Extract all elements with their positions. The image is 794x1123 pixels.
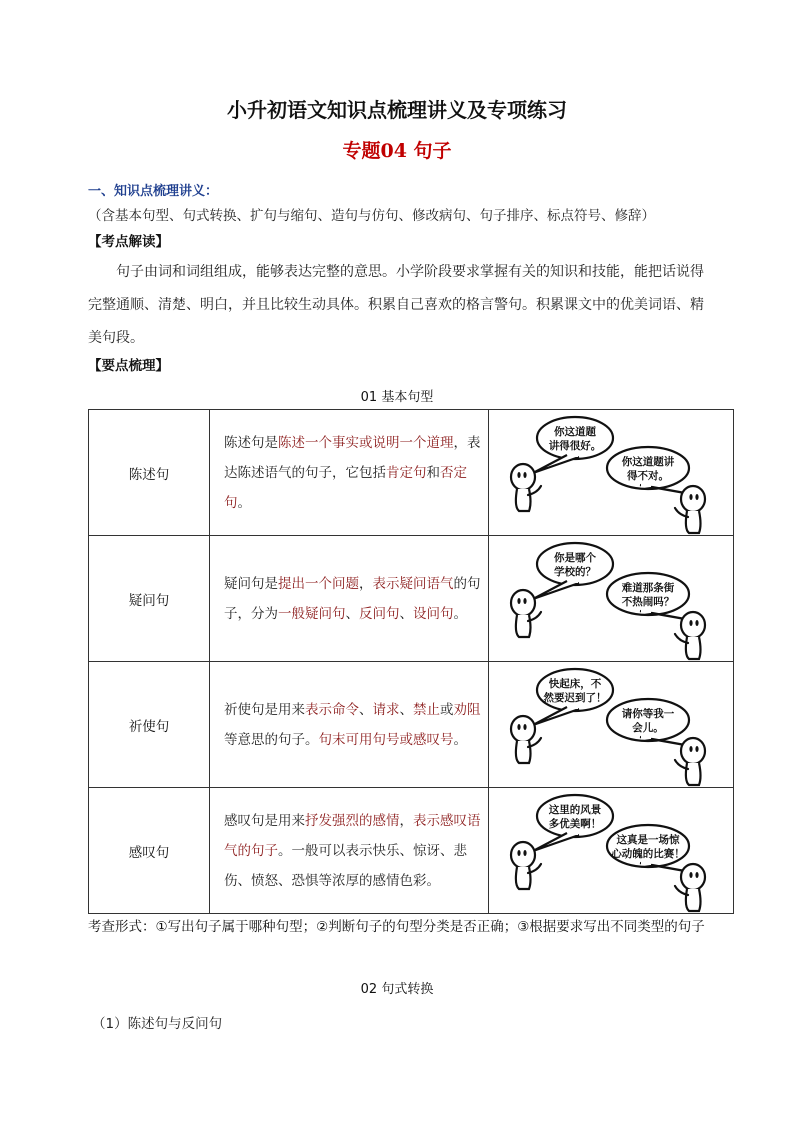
table-caption: 01 基本句型 xyxy=(360,390,434,405)
kaodian-heading: 【考点解读】 xyxy=(88,234,169,250)
speech-bubble-left-line: 多优美啊！ xyxy=(548,817,602,830)
speech-bubble-left-line: 这里的风景 xyxy=(548,803,602,816)
description-text: 的句子，分为 xyxy=(224,575,481,622)
description-text: 、 xyxy=(399,605,413,622)
description-text: 、 xyxy=(359,701,373,718)
speech-bubble-right-line: 请你等我一 xyxy=(621,707,675,720)
speech-bubble-right-line: 得不对。 xyxy=(627,469,669,482)
speech-bubble-left xyxy=(533,669,613,725)
description-text: 祈使句是用来 xyxy=(224,701,305,718)
speech-bubble-right xyxy=(607,825,689,871)
highlight-term: 表示命令 xyxy=(305,701,359,718)
description-text: 和 xyxy=(426,464,440,481)
sentence-type-table xyxy=(88,409,734,914)
dialogue-cartoon xyxy=(489,537,733,661)
sentence-description-cell xyxy=(210,536,489,662)
description-text: 疑问句是 xyxy=(224,575,278,592)
section-caption-2: 02 句式转换 xyxy=(360,982,434,997)
description-text: 、 xyxy=(345,605,359,622)
sentence-type-cell: 感叹句 xyxy=(89,788,210,914)
cartoon-illustration-cell xyxy=(489,662,734,788)
highlight-term: 表示疑问语气 xyxy=(372,575,454,592)
kaocha-note: 考查形式：①写出句子属于哪种句型；②判断句子的句型分类是否正确；③根据要求写出不同类型的句子 xyxy=(88,919,705,935)
dialogue-cartoon xyxy=(489,789,733,913)
table-row xyxy=(89,410,734,536)
sentence-description-cell xyxy=(210,662,489,788)
speech-bubble-left xyxy=(533,543,613,599)
speech-bubble-left-line: 学校的？ xyxy=(554,565,596,578)
yaodian-heading: 【要点梳理】 xyxy=(88,358,169,374)
speech-bubble-left xyxy=(533,795,613,851)
dialogue-cartoon xyxy=(489,411,733,535)
highlight-term: 陈述一个事实或说明一个道理 xyxy=(278,434,454,451)
description-text: ， xyxy=(399,812,413,829)
speech-bubble-right-line: 你这道题讲 xyxy=(621,455,675,468)
highlight-term: 请求 xyxy=(372,701,400,718)
description-text: 。 xyxy=(237,494,251,511)
description-text: 感叹句是用来 xyxy=(224,812,305,829)
kaodian-paragraph: 句子由词和词组组成，能够表达完整的意思。小学阶段要求掌握有关的知识和技能，能把话说得完整通顺、清楚、明白，并且比较生动具体。积累自己喜欢的格言警句。积累课文中的优美词语、精美句段。 xyxy=(88,264,704,346)
cartoon-illustration-cell xyxy=(489,536,734,662)
cartoon-illustration-cell xyxy=(489,410,734,536)
highlight-term: 否定句 xyxy=(224,464,467,511)
speech-bubble-right-line: 不热闹吗？ xyxy=(621,595,675,608)
highlight-term: 句末可用句号或感叹号 xyxy=(318,731,454,748)
description-text: 陈述句是 xyxy=(224,434,278,451)
highlight-term: 禁止 xyxy=(413,701,440,718)
speech-bubble-right xyxy=(607,573,689,619)
speech-bubble-right xyxy=(607,447,689,493)
speech-bubble-left-line: 快起床，不 xyxy=(548,677,602,690)
speech-bubble-left-line: 讲得很好。 xyxy=(548,439,602,452)
speech-bubble-left xyxy=(533,417,613,473)
speech-bubble-right-line: 这真是一场惊 xyxy=(616,833,680,846)
description-text: 或 xyxy=(440,701,454,718)
highlight-term: 抒发强烈的感情 xyxy=(305,812,400,829)
highlight-term: 设问句 xyxy=(413,605,454,622)
speech-bubble-left-line: 你是哪个 xyxy=(554,551,596,564)
description-text: 。一般可以表示快乐、惊讶、悲伤、愤怒、恐惧等浓厚的感情色彩。 xyxy=(224,842,467,889)
speech-bubble-left-line: 你这道题 xyxy=(554,425,596,438)
speech-bubble-right-line: 会儿。 xyxy=(632,721,664,734)
speech-bubble-right-line: 难道那条街 xyxy=(621,581,675,594)
sentence-type-cell: 祈使句 xyxy=(89,662,210,788)
sentence-description-cell xyxy=(210,410,489,536)
highlight-term: 提出一个问题 xyxy=(278,575,359,592)
speech-bubble-left-line: 然要迟到了！ xyxy=(543,691,607,704)
description-text: ，表达陈述语气的句子，它包括 xyxy=(224,434,481,481)
table-row xyxy=(89,662,734,788)
description-text: 。 xyxy=(453,605,467,622)
speech-bubble-right-line: 心动魄的比赛！ xyxy=(611,847,685,860)
highlight-term: 反问句 xyxy=(359,605,400,622)
description-text: 、 xyxy=(399,701,413,718)
highlight-term: 一般疑问句 xyxy=(278,605,346,622)
topic-subtitle: 专题04 句子 xyxy=(342,140,452,162)
sentence-description-cell xyxy=(210,788,489,914)
highlight-term: 表示感叹语气的句子 xyxy=(224,812,481,859)
highlight-term: 肯定句 xyxy=(386,464,427,481)
highlight-term: 劝阻 xyxy=(453,701,481,718)
description-text: ， xyxy=(359,575,373,592)
description-text: 等意思的句子。 xyxy=(224,731,319,748)
subsection-1: （1）陈述句与反问句 xyxy=(92,1016,223,1032)
sentence-type-cell: 陈述句 xyxy=(89,410,210,536)
scope-line: （含基本句型、句式转换、扩句与缩句、造句与仿句、修改病句、句子排序、标点符号、修辞） xyxy=(88,208,655,224)
page-title: 小升初语文知识点梳理讲义及专项练习 xyxy=(227,98,567,122)
description-text: 。 xyxy=(453,731,467,748)
dialogue-cartoon xyxy=(489,663,733,787)
table-row xyxy=(89,788,734,914)
table-row xyxy=(89,536,734,662)
sentence-type-cell: 疑问句 xyxy=(89,536,210,662)
section-heading: 一、知识点梳理讲义： xyxy=(88,184,219,199)
cartoon-illustration-cell xyxy=(489,788,734,914)
speech-bubble-right xyxy=(607,699,689,745)
